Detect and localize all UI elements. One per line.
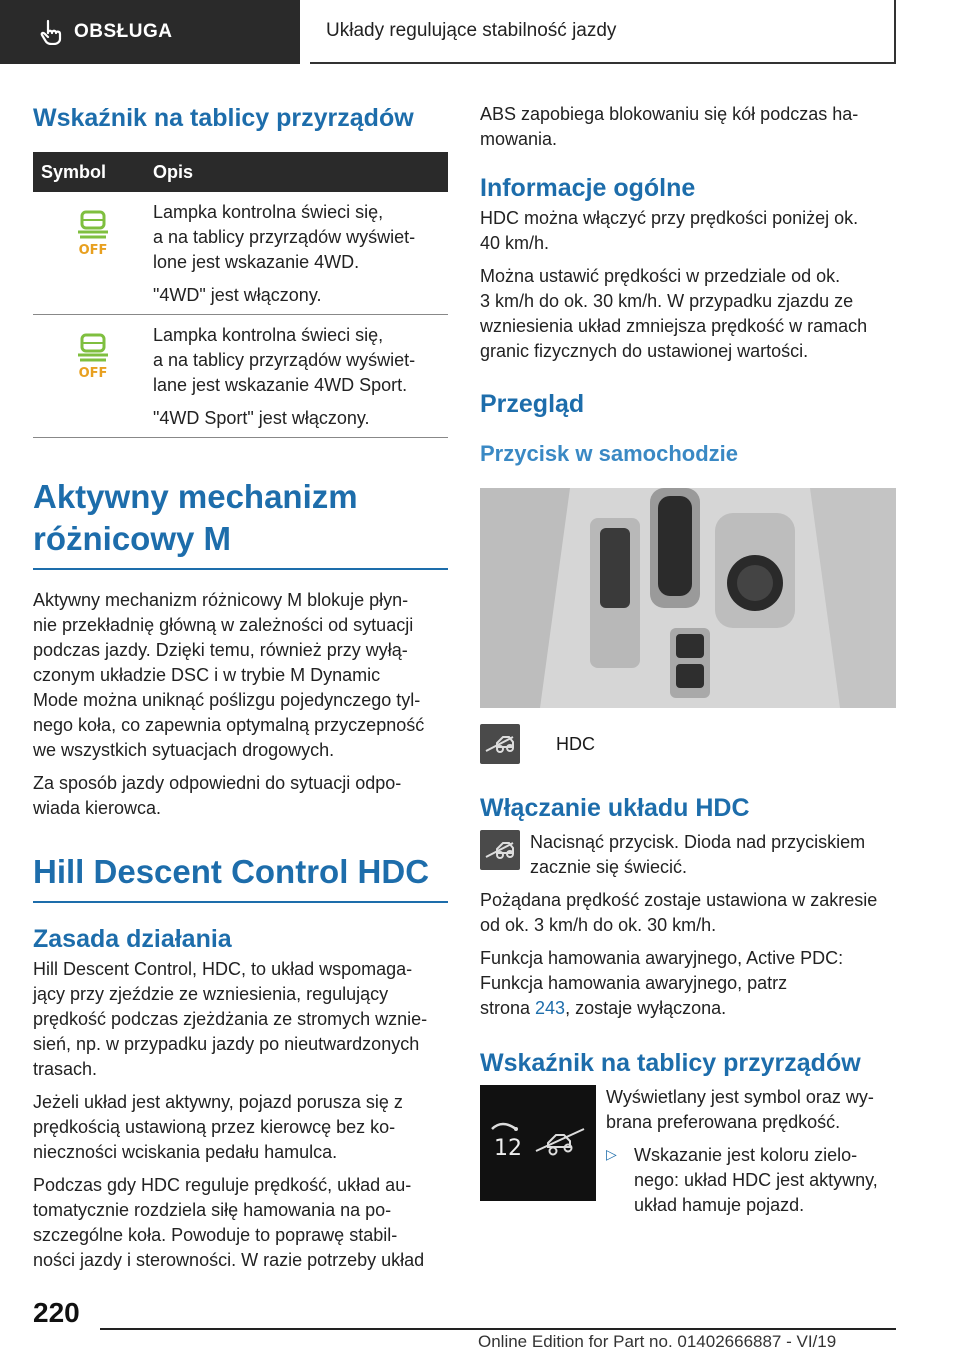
- heading-general: Informacje ogólne: [480, 174, 696, 202]
- svg-text:OFF: OFF: [78, 366, 108, 381]
- heading-active-differential: [33, 476, 448, 560]
- paragraph-speed-range: Pożądana prędkość zostaje ustawiona w zakresie od ok. 3 km/h do ok. 30 km/h.: [480, 890, 878, 935]
- list-item: [606, 1143, 878, 1218]
- svg-text:OFF: OFF: [78, 243, 108, 258]
- symbol-table: [33, 152, 448, 438]
- page-link-243[interactable]: 243: [535, 998, 566, 1018]
- paragraph-general-1: HDC można włączyć przy prędkości poniżej ok. 40 km/h.: [480, 208, 859, 253]
- heading-principle: Zasada działania: [33, 925, 232, 953]
- indicator-text: Wyświetlany jest symbol oraz wy- brana preferowana prędkość.: [606, 1087, 874, 1132]
- heading-switch-on: Włączanie układu HDC: [480, 794, 750, 822]
- row-text: Lampka kontrolna świeci się,: [153, 202, 384, 222]
- paragraph-principle-2: Jeżeli układ jest aktywny, pojazd porusza się z prędkością ustawioną przez kierowcę bez ko- nieczności wciskania pedału hamulca.: [33, 1092, 403, 1162]
- hdc-button-legend: [480, 724, 896, 764]
- heading-button-in-car: Przycisk w samochodzie: [480, 441, 738, 466]
- paragraph-abs: ABS zapobiega blokowaniu się kół podczas ha- mowania.: [480, 104, 859, 149]
- hand-icon: [40, 19, 62, 45]
- heading-indicator-hdc: Wskaźnik na tablicy przyrządów: [480, 1049, 861, 1077]
- instrument-display: [480, 1085, 596, 1201]
- table-row: [33, 192, 448, 315]
- row-text: Lampka kontrolna świeci się,: [153, 325, 384, 345]
- column-header-symbol: Symbol: [41, 161, 107, 182]
- paragraph-principle-1: Hill Descent Control, HDC, to układ wspomaga- jący przy zjeździe ze wzniesienia, regulujący prędkość podczas zjeżdżania ze stromych wznie- sień, np. w przypadku jazdy po nieutwardzonych trasach.: [33, 959, 428, 1079]
- triangle-bullet-icon: ▷: [606, 1146, 617, 1162]
- heading-indicator: Wskaźnik na tablicy przyrządów: [33, 104, 414, 132]
- heading-line: Aktywny mechanizm: [33, 478, 358, 515]
- paragraph-principle-3: Podczas gdy HDC reguluje prędkość, układ au- tomatycznie rozdziela siłę hamowania na po- szczególne koła. Powoduje to poprawę stabil- ności jazdy i sterowności. W razie potrzeby układ: [33, 1175, 425, 1270]
- heading-rule: [33, 901, 448, 903]
- switch-on-text: Nacisnąć przycisk. Dioda nad przyciskiem zacznie się świecić.: [530, 832, 866, 877]
- row-text: a na tablicy przyrządów wyświet-: [153, 227, 416, 247]
- left-column: [33, 98, 448, 1273]
- paragraph-emergency-braking: Funkcja hamowania awaryjnego, Active PDC: Funkcja hamowania awaryjnego, patrz strona 243, zostaje wyłączona.: [480, 948, 844, 1018]
- section-tab: [0, 0, 300, 64]
- heading-overview: Przegląd: [480, 390, 585, 418]
- switch-on-instruction: [480, 830, 896, 880]
- display-speed: 12: [494, 1136, 522, 1161]
- paragraph-driver: Za sposób jazdy odpowiedni do sytuacji odpo- wiada kierowca.: [33, 773, 402, 818]
- center-console-photo: [480, 488, 896, 708]
- hdc-button-icon[interactable]: [480, 830, 520, 870]
- row-text: a na tablicy przyrządów wyświet-: [153, 350, 416, 370]
- hill-descent-icon: [483, 729, 517, 759]
- indicator-block: [480, 1085, 896, 1218]
- column-header-description: Opis: [153, 161, 194, 182]
- hdc-label: HDC: [556, 733, 595, 754]
- footer-rule: [100, 1328, 896, 1330]
- row-text: "4WD Sport" jest włączony.: [153, 408, 370, 428]
- row-text: "4WD" jest włączony.: [153, 285, 322, 305]
- 4wd-sport-off-icon: [73, 333, 113, 381]
- hdc-button-icon[interactable]: [480, 724, 520, 764]
- section-tab-label: OBSŁUGA: [74, 21, 173, 42]
- right-column: [480, 98, 896, 1218]
- page-number: 220: [33, 1297, 80, 1328]
- center-console-illustration: [480, 488, 896, 708]
- heading-rule: [33, 568, 448, 570]
- chapter-title: Układy regulujące stabilność jazdy: [310, 0, 896, 64]
- hdc-display-icon: [480, 1085, 596, 1201]
- heading-hdc: Hill Descent Control HDC: [33, 853, 430, 890]
- table-row: [33, 315, 448, 438]
- row-text: lane jest wskazanie 4WD Sport.: [153, 375, 408, 395]
- heading-line: różnicowy M: [33, 520, 232, 557]
- hill-descent-icon: [483, 835, 517, 865]
- bullet-text: Wskazanie jest koloru zielo- nego: układ HDC jest aktywny, układ hamuje pojazd.: [634, 1145, 878, 1215]
- row-text: lone jest wskazanie 4WD.: [153, 252, 360, 272]
- paragraph-active-diff: Aktywny mechanizm różnicowy M blokuje płyn- nie przekładnię główną w zależności od sytuacji podczas jazdy. Dzięki temu, również przy wyłą- czonym układzie DSC i w trybie M Dynamic Mode można uniknąć poślizgu pojedynczego tyl- nego koła, co zapewnia optymalną przyczepność we wszystkich sytuacjach drogowych.: [33, 590, 425, 760]
- footer-edition: Online Edition for Part no. 01402666887 - VI/19: [478, 1332, 837, 1351]
- 4wd-off-icon: [73, 210, 113, 258]
- table-header: [33, 152, 448, 192]
- paragraph-general-2: Można ustawić prędkości w przedziale od ok. 3 km/h do ok. 30 km/h. W przypadku zjazdu ze wzniesienia układ zmniejsza prędkość w ramach granic fizycznych do ustawionej wartości.: [480, 266, 868, 361]
